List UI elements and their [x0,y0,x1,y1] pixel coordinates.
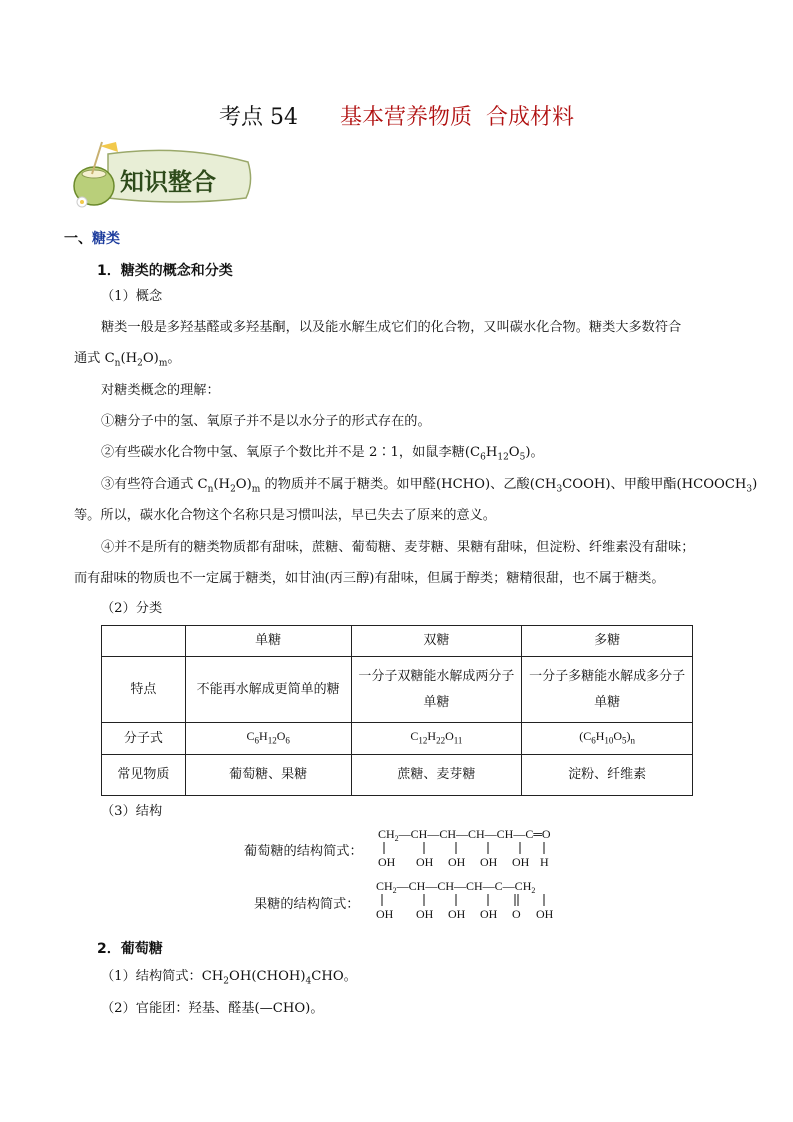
structure-heading: （3）结构 [101,804,163,819]
concept-para-line2: 通式 $C_n(H_2O)_m$。 [74,351,181,369]
table-cell: 葡萄糖、果糖 [185,755,351,796]
subsection-heading-2: 2．葡萄糖 [97,941,163,957]
glucose-structure-formula [372,824,582,870]
svg-text:H: H [540,855,549,869]
knowledge-badge [70,140,255,210]
glucose-line-2: （2）官能团：羟基、醛基(—CHO)。 [101,1001,324,1016]
concept-heading: （1）概念 [101,289,163,304]
section-heading [64,228,120,248]
table-header: 多糖 [522,626,693,657]
svg-text:CH2—CH—CH—CH—C—CH2: $CH_2—CH—CH—CH—C—CH_2$ [376,879,536,895]
svg-text:OH: OH [448,855,466,869]
table-cell: 常见物质 [102,755,186,796]
table-cell: 淀粉、纤维素 [522,755,693,796]
understand-heading: 对糖类概念的理解： [101,383,220,398]
table-cell: 不能再水解成更简单的糖 [185,657,351,723]
coconut-icon [70,140,255,210]
table-cell: $C_{12}H_{22}O_{11}$ [351,723,522,755]
table-cell: $C_6H_{12}O_6$ [185,723,351,755]
table-cell: 特点 [102,657,186,723]
svg-text:OH: OH [378,855,396,869]
fructose-structure-label: 果糖的结构简式： [254,897,360,912]
svg-text:CH2—CH—CH—CH—CH—C═O: $CH_2—CH—CH—CH—CH—C═O$ [378,827,551,843]
table-header-row [102,626,693,657]
table-row [102,657,693,723]
title-number: 考点 54 [219,105,299,130]
section-title: 糖类 [92,231,120,247]
item-2: ②有些碳水化合物中氢、氧原子个数比并不是 2∶1，如鼠李糖$(C_6H_{12}O_5)$。 [101,445,544,463]
classify-heading: （2）分类 [101,601,163,616]
table-cell: 一分子多糖能水解成多分子单糖 [522,657,693,723]
concept-para-line1: 糖类一般是多羟基醛或多羟基酮，以及能水解生成它们的化合物，又叫碳水化合物。糖类大多数符合 [101,320,682,335]
glucose-structure-label: 葡萄糖的结构简式： [244,844,363,859]
item-4-line1: ④并不是所有的糖类物质都有甜味，蔗糖、葡萄糖、麦芽糖、果糖有甜味，但淀粉、纤维素没有甜味； [101,540,695,555]
item-3-line1: ③有些符合通式 $C_n(H_2O)_m$ 的物质并不属于糖类。如甲醛(HCHO)、乙酸$(CH_3COOH)$、甲酸甲酯$(HCOOCH_3)$ [101,477,758,495]
table-cell: $(C_6H_{10}O_5)_n$ [522,723,693,755]
svg-text:OH: OH [376,907,394,921]
subsection-heading-1: 1．糖类的概念和分类 [97,263,233,279]
item-4-line2: 而有甜味的物质也不一定属于糖类，如甘油(丙三醇)有甜味，但属于醇类；糖精很甜，也不属于糖类。 [74,571,665,586]
classification-table [101,625,693,796]
svg-text:OH: OH [480,907,498,921]
table-row [102,723,693,755]
item-1: ①糖分子中的氢、氧原子并不是以水分子的形式存在的。 [101,414,431,429]
svg-text:OH: OH [512,855,530,869]
page-title [0,100,793,131]
svg-text:OH: OH [416,855,434,869]
svg-text:OH: OH [480,855,498,869]
table-header: 单糖 [185,626,351,657]
svg-text:OH: OH [536,907,554,921]
table-header: 双糖 [351,626,522,657]
badge-text: 知识整合 [120,168,216,196]
table-row [102,755,693,796]
svg-text:OH: OH [448,907,466,921]
section-label: 一、 [64,231,92,247]
svg-text:OH: OH [416,907,434,921]
table-cell: 分子式 [102,723,186,755]
fructose-structure-formula [372,876,582,922]
item-3-line2: 等。所以，碳水化合物这个名称只是习惯叫法，早已失去了原来的意义。 [74,508,496,523]
table-cell: 一分子双糖能水解成两分子单糖 [351,657,522,723]
glucose-line-1: （1）结构简式：$CH_2OH(CHOH)_4CHO$。 [101,969,357,987]
table-cell: 蔗糖、麦芽糖 [351,755,522,796]
title-name: 基本营养物质 合成材料 [339,105,574,130]
table-header [102,626,186,657]
svg-text:O: O [512,907,521,921]
